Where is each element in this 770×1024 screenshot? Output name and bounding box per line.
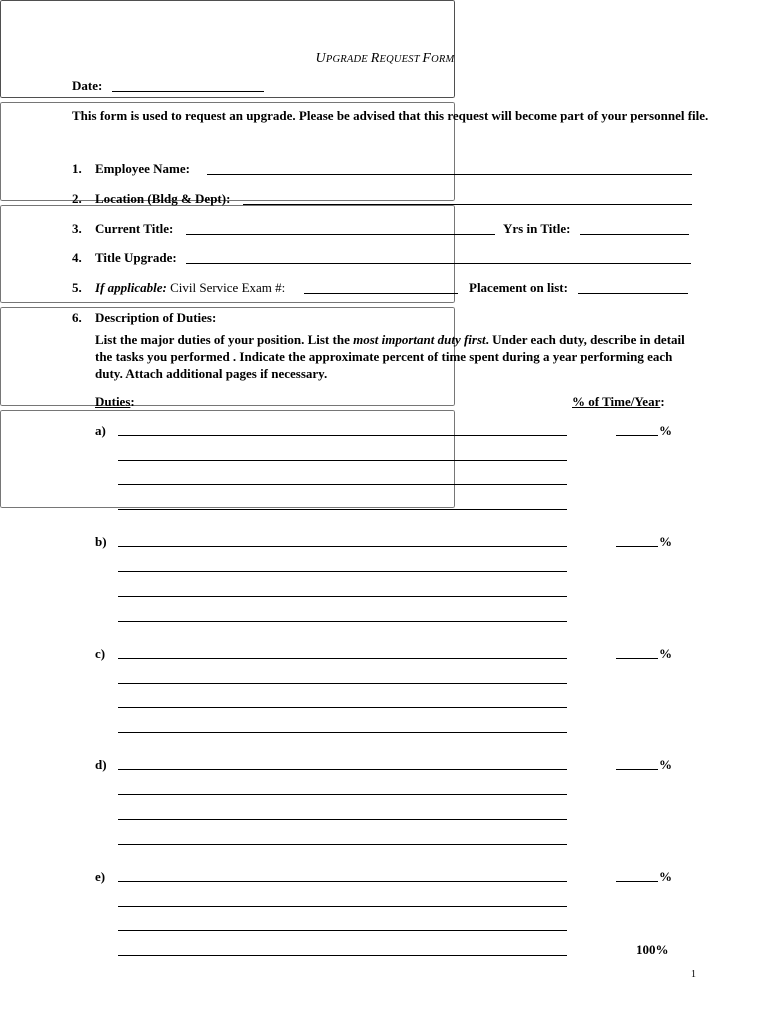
- duty-d-line-2: [118, 794, 567, 795]
- duty-e-line-1: [118, 881, 567, 882]
- duty-a-line-1: [118, 435, 567, 436]
- civil-service-exam-label: If applicable: Civil Service Exam #:: [95, 280, 286, 295]
- current-title-underline: [186, 234, 495, 235]
- duty-d-percent-sign: %: [659, 757, 672, 772]
- duty-b-percent-field[interactable]: [616, 530, 658, 546]
- duty-d-percent-field[interactable]: [616, 753, 658, 769]
- current-title-field[interactable]: [186, 218, 495, 234]
- duty-c-line-1: [118, 658, 567, 659]
- total-percent: 100%: [636, 942, 669, 957]
- field-number-4: 4.: [72, 250, 82, 265]
- duty-b-percent-underline: [616, 546, 658, 547]
- field-number-6: 6.: [72, 310, 82, 325]
- duty-d-line-3: [118, 819, 567, 820]
- duty-c-percent-underline: [616, 658, 658, 659]
- title-upgrade-label: Title Upgrade:: [95, 250, 177, 265]
- duty-e-percent-underline: [616, 881, 658, 882]
- title-upgrade-field[interactable]: [186, 247, 691, 263]
- duty-letter-e: e): [95, 869, 106, 884]
- placement-underline: [578, 293, 688, 294]
- duty-d-line-4: [118, 844, 567, 845]
- location-underline: [243, 204, 692, 205]
- field-number-3: 3.: [72, 221, 82, 236]
- yrs-in-title-label: Yrs in Title:: [503, 221, 571, 236]
- duty-e-line-3: [118, 930, 567, 931]
- duty-e-line-4: [118, 955, 567, 956]
- duty-e-field[interactable]: [0, 410, 455, 508]
- duty-e-percent-sign: %: [659, 869, 672, 884]
- duty-letter-d: d): [95, 757, 107, 772]
- date-label: Date:: [72, 78, 103, 93]
- duty-e-percent-field[interactable]: [616, 865, 658, 881]
- duty-d-percent-underline: [616, 769, 658, 770]
- duty-letter-a: a): [95, 423, 106, 438]
- current-title-label: Current Title:: [95, 221, 174, 236]
- duties-header: Duties:: [95, 394, 135, 409]
- percent-header: % of Time/Year:: [572, 394, 665, 409]
- duty-b-line-4: [118, 621, 567, 622]
- field-number-2: 2.: [72, 191, 82, 206]
- duty-a-line-4: [118, 509, 567, 510]
- date-underline: [112, 91, 264, 92]
- duty-c-line-4: [118, 732, 567, 733]
- date-field[interactable]: [112, 75, 264, 91]
- duty-c-line-3: [118, 707, 567, 708]
- civil-service-exam-underline: [304, 293, 458, 294]
- placement-label: Placement on list:: [469, 280, 568, 295]
- duty-d-line-1: [118, 769, 567, 770]
- duty-a-percent-underline: [616, 435, 658, 436]
- field-number-1: 1.: [72, 161, 82, 176]
- duty-e-line-2: [118, 906, 567, 907]
- duty-c-percent-field[interactable]: [616, 642, 658, 658]
- duty-b-line-2: [118, 571, 567, 572]
- title-upgrade-underline: [186, 263, 691, 264]
- field-number-5: 5.: [72, 280, 82, 295]
- duty-a-percent-sign: %: [659, 423, 672, 438]
- duty-a-percent-field[interactable]: [616, 419, 658, 435]
- yrs-in-title-underline: [580, 234, 689, 235]
- duties-section-title: Description of Duties:: [95, 310, 217, 325]
- duty-b-line-3: [118, 596, 567, 597]
- duty-a-line-2: [118, 460, 567, 461]
- duty-a-line-3: [118, 484, 567, 485]
- location-field[interactable]: [243, 188, 692, 204]
- page-number: 1: [691, 969, 696, 980]
- intro-text: This form is used to request an upgrade. Please be advised that this request will become part of your personnel file.: [72, 108, 709, 123]
- civil-service-exam-field[interactable]: [304, 277, 458, 293]
- duty-letter-c: c): [95, 646, 106, 661]
- placement-field[interactable]: [578, 277, 688, 293]
- employee-name-underline: [207, 174, 692, 175]
- yrs-in-title-field[interactable]: [580, 218, 689, 234]
- duty-letter-b: b): [95, 534, 107, 549]
- employee-name-label: Employee Name:: [95, 161, 190, 176]
- duties-instructions: List the major duties of your position. List the most important duty first. Under each duty, describe in detail the tasks you performed . Indicate the approximate percent of time spent during a year performing each duty. Attach additional pages if necessary.: [95, 332, 685, 381]
- location-label: Location (Bldg & Dept):: [95, 191, 231, 206]
- duty-c-line-2: [118, 683, 567, 684]
- duty-b-line-1: [118, 546, 567, 547]
- duty-c-percent-sign: %: [659, 646, 672, 661]
- duty-b-percent-sign: %: [659, 534, 672, 549]
- employee-name-field[interactable]: [207, 158, 692, 174]
- form-title: UPGRADE REQUEST FORM: [315, 51, 455, 66]
